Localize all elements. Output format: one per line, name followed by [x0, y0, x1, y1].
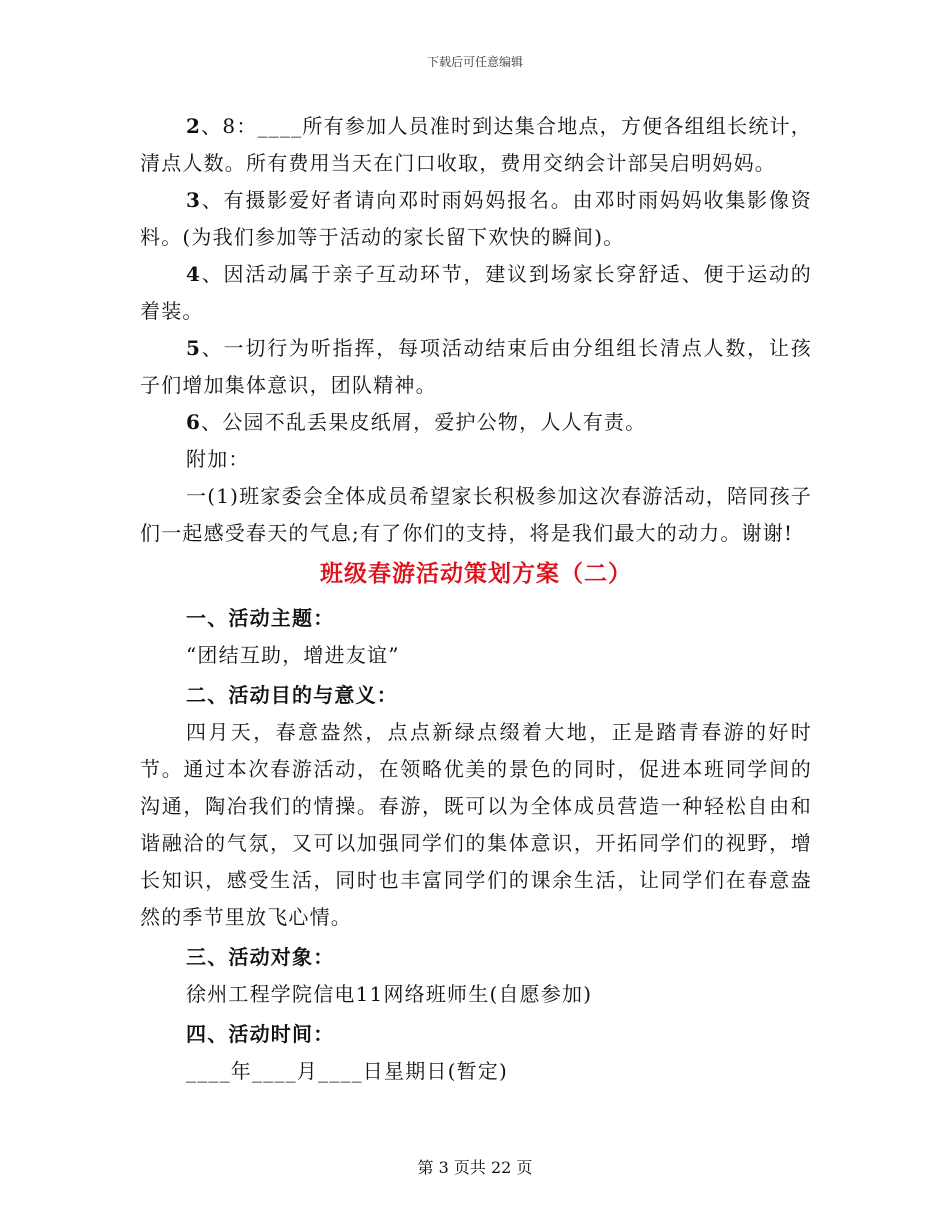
section-text-theme: “团结互助，增进友谊”: [186, 643, 400, 667]
section-heading-theme: 一、活动主题：: [186, 606, 335, 630]
item-number: 3: [186, 188, 202, 212]
item-text: 、公园不乱丢果皮纸屑，爱护公物，人人有责。: [201, 410, 647, 434]
section-text-target: 徐州工程学院信电11网络班师生(自愿参加): [186, 982, 593, 1006]
list-item: [140, 256, 812, 330]
item-number: 6: [186, 410, 202, 434]
item-number: 5: [186, 336, 202, 360]
section-heading-target: 三、活动对象：: [186, 945, 335, 969]
page-header: 下载后可任意编辑: [426, 55, 523, 69]
list-item: [140, 330, 812, 404]
section-text-time: ____年____月____日星期日(暂定): [186, 1059, 509, 1083]
appendix-text: 一(1)班家委会全体成员希望家长积极参加这次春游活动，陪同孩子们一起感受春天的气息;有了你们的支持，将是我们最大的动力。谢谢!: [140, 484, 812, 545]
list-item: [140, 182, 812, 256]
list-item: [140, 108, 812, 182]
item-text: 、一切行为听指挥，每项活动结束后由分组组长清点人数，让孩子们增加集体意识，团队精神。: [140, 336, 812, 397]
section-heading-time: 四、活动时间：: [186, 1022, 335, 1046]
appendix-label: 附加：: [186, 447, 250, 471]
document-body: [140, 108, 812, 1090]
section-text-purpose: 四月天，春意盎然，点点新绿点缀着大地，正是踏青春游的好时节。通过本次春游活动，在领略优美的景色的同时，促进本班同学间的沟通，陶冶我们的情操。春游，既可以为全体成员营造一种轻松自由和谐融洽的气氛，又可以加强同学们的集体意识，开拓同学们的视野，增长知识，感受生活，同时也丰富同学们的课余生活，让同学们在春意盎然的季节里放飞心情。: [140, 720, 812, 929]
item-text: 、因活动属于亲子互动环节，建议到场家长穿舒适、便于运动的着装。: [140, 262, 812, 323]
document-title: 班级春游活动策划方案（二）: [320, 560, 632, 587]
item-number: 2: [186, 114, 202, 138]
list-item: [140, 404, 812, 441]
section-heading-purpose: 二、活动目的与意义：: [186, 683, 398, 707]
item-number: 4: [186, 262, 202, 286]
page-footer: 第 3 页共 22 页: [417, 1158, 533, 1177]
item-text: 、有摄影爱好者请向邓时雨妈妈报名。由邓时雨妈妈收集影像资料。(为我们参加等于活动的家长留下欢快的瞬间)。: [140, 188, 812, 249]
item-text: 、8：____所有参加人员准时到达集合地点，方便各组组长统计，清点人数。所有费用当天在门口收取，费用交纳会计部吴启明妈妈。: [140, 114, 812, 175]
